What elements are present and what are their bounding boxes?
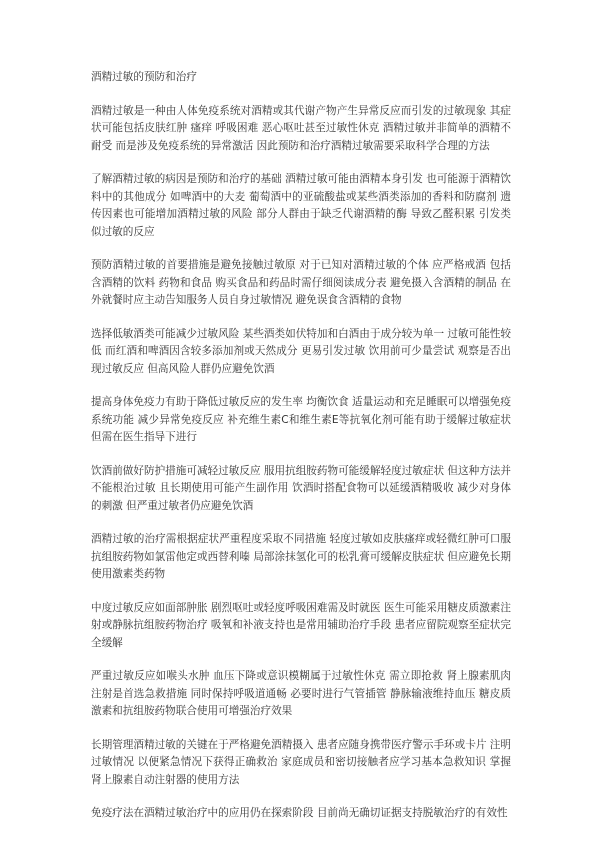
paragraph-9: 严重过敏反应如喉头水肿 血压下降或意识模糊属于过敏性休克 需立即抢救 肾上腺素肌肉注射是首选急救措施 同时保持呼吸道通畅 必要时进行气管插管 静脉输液维持血压 糖皮质激素和抗组胺药物联合使用可增强治疗效果 [91,670,511,717]
document-body [91,69,511,839]
paragraph-4: 选择低敏酒类可能减少过敏风险 某些酒类如伏特加和白酒由于成分较为单一 过敏可能性较低 而红酒和啤酒因含较多添加剂或天然成分 更易引发过敏 饮用前可少量尝试 观察是否出现过敏反应 但高风险人群仍应避免饮酒 [91,327,511,375]
paragraph-7: 酒精过敏的治疗需根据症状严重程度采取不同措施 轻度过敏如皮肤瘙痒或轻微红肿可口服抗组胺药物如氯雷他定或西替利嗪 局部涂抹氢化可的松乳膏可缓解皮肤症状 但应避免长期使用激素类药物 [91,533,511,580]
document-title: 酒精过敏的预防和治疗 [91,71,197,83]
paragraph-11: 免疫疗法在酒精过敏治疗中的应用仍在探索阶段 目前尚无确切证据支持脱敏治疗的有效性 [91,807,508,819]
paragraph-5: 提高身体免疫力有助于降低过敏反应的发生率 均衡饮食 适量运动和充足睡眠可以增强免疫系统功能 减少异常免疫反应 补充维生素C和维生素E等抗氧化剂可能有助于缓解过敏症状 但需在医生指导下进行 [91,396,511,443]
paragraph-1: 酒精过敏是一种由人体免疫系统对酒精或其代谢产物产生异常反应而引发的过敏现象 其症状可能包括皮肤红肿 瘙痒 呼吸困难 恶心呕吐甚至过敏性休克 酒精过敏并非简单的酒精不耐受 而是涉及免疫系统的异常激活 因此预防和治疗酒精过敏需要采取科学合理的方法 [91,104,511,152]
paragraph-6: 饮酒前做好防护措施可减轻过敏反应 服用抗组胺药物可能缓解轻度过敏症状 但这种方法并不能根治过敏 且长期使用可能产生副作用 饮酒时搭配食物可以延缓酒精吸收 减少对身体的刺激 但严重过敏者仍应避免饮酒 [91,464,511,512]
paragraph-3: 预防酒精过敏的首要措施是避免接触过敏原 对于已知对酒精过敏的个体 应严格戒酒 包括含酒精的饮料 药物和食品 购买食品和药品时需仔细阅读成分表 避免摄入含酒精的制品 在外就餐时应主动告知服务人员自身过敏情况 避免误食含酒精的食物 [91,259,511,306]
paragraph-2: 了解酒精过敏的病因是预防和治疗的基础 酒精过敏可能由酒精本身引发 也可能源于酒精饮料中的其他成分 如啤酒中的大麦 葡萄酒中的亚硫酸盐或某些酒类添加的香料和防腐剂 遗传因素也可能增加酒精过敏的风险 部分人群由于缺乏代谢酒精的酶 导致乙醛积累 引发类似过敏的反应 [91,173,511,238]
paragraph-10: 长期管理酒精过敏的关键在于严格避免酒精摄入 患者应随身携带医疗警示手环或卡片 注明过敏情况 以便紧急情况下获得正确救治 家庭成员和密切接触者应学习基本急救知识 掌握肾上腺素自动注射器的使用方法 [91,738,511,786]
paragraph-8: 中度过敏反应如面部肿胀 剧烈呕吐或轻度呼吸困难需及时就医 医生可能采用糖皮质激素注射或静脉抗组胺药物治疗 吸氧和补液支持也是常用辅助治疗手段 患者应留院观察至症状完全缓解 [91,601,511,649]
